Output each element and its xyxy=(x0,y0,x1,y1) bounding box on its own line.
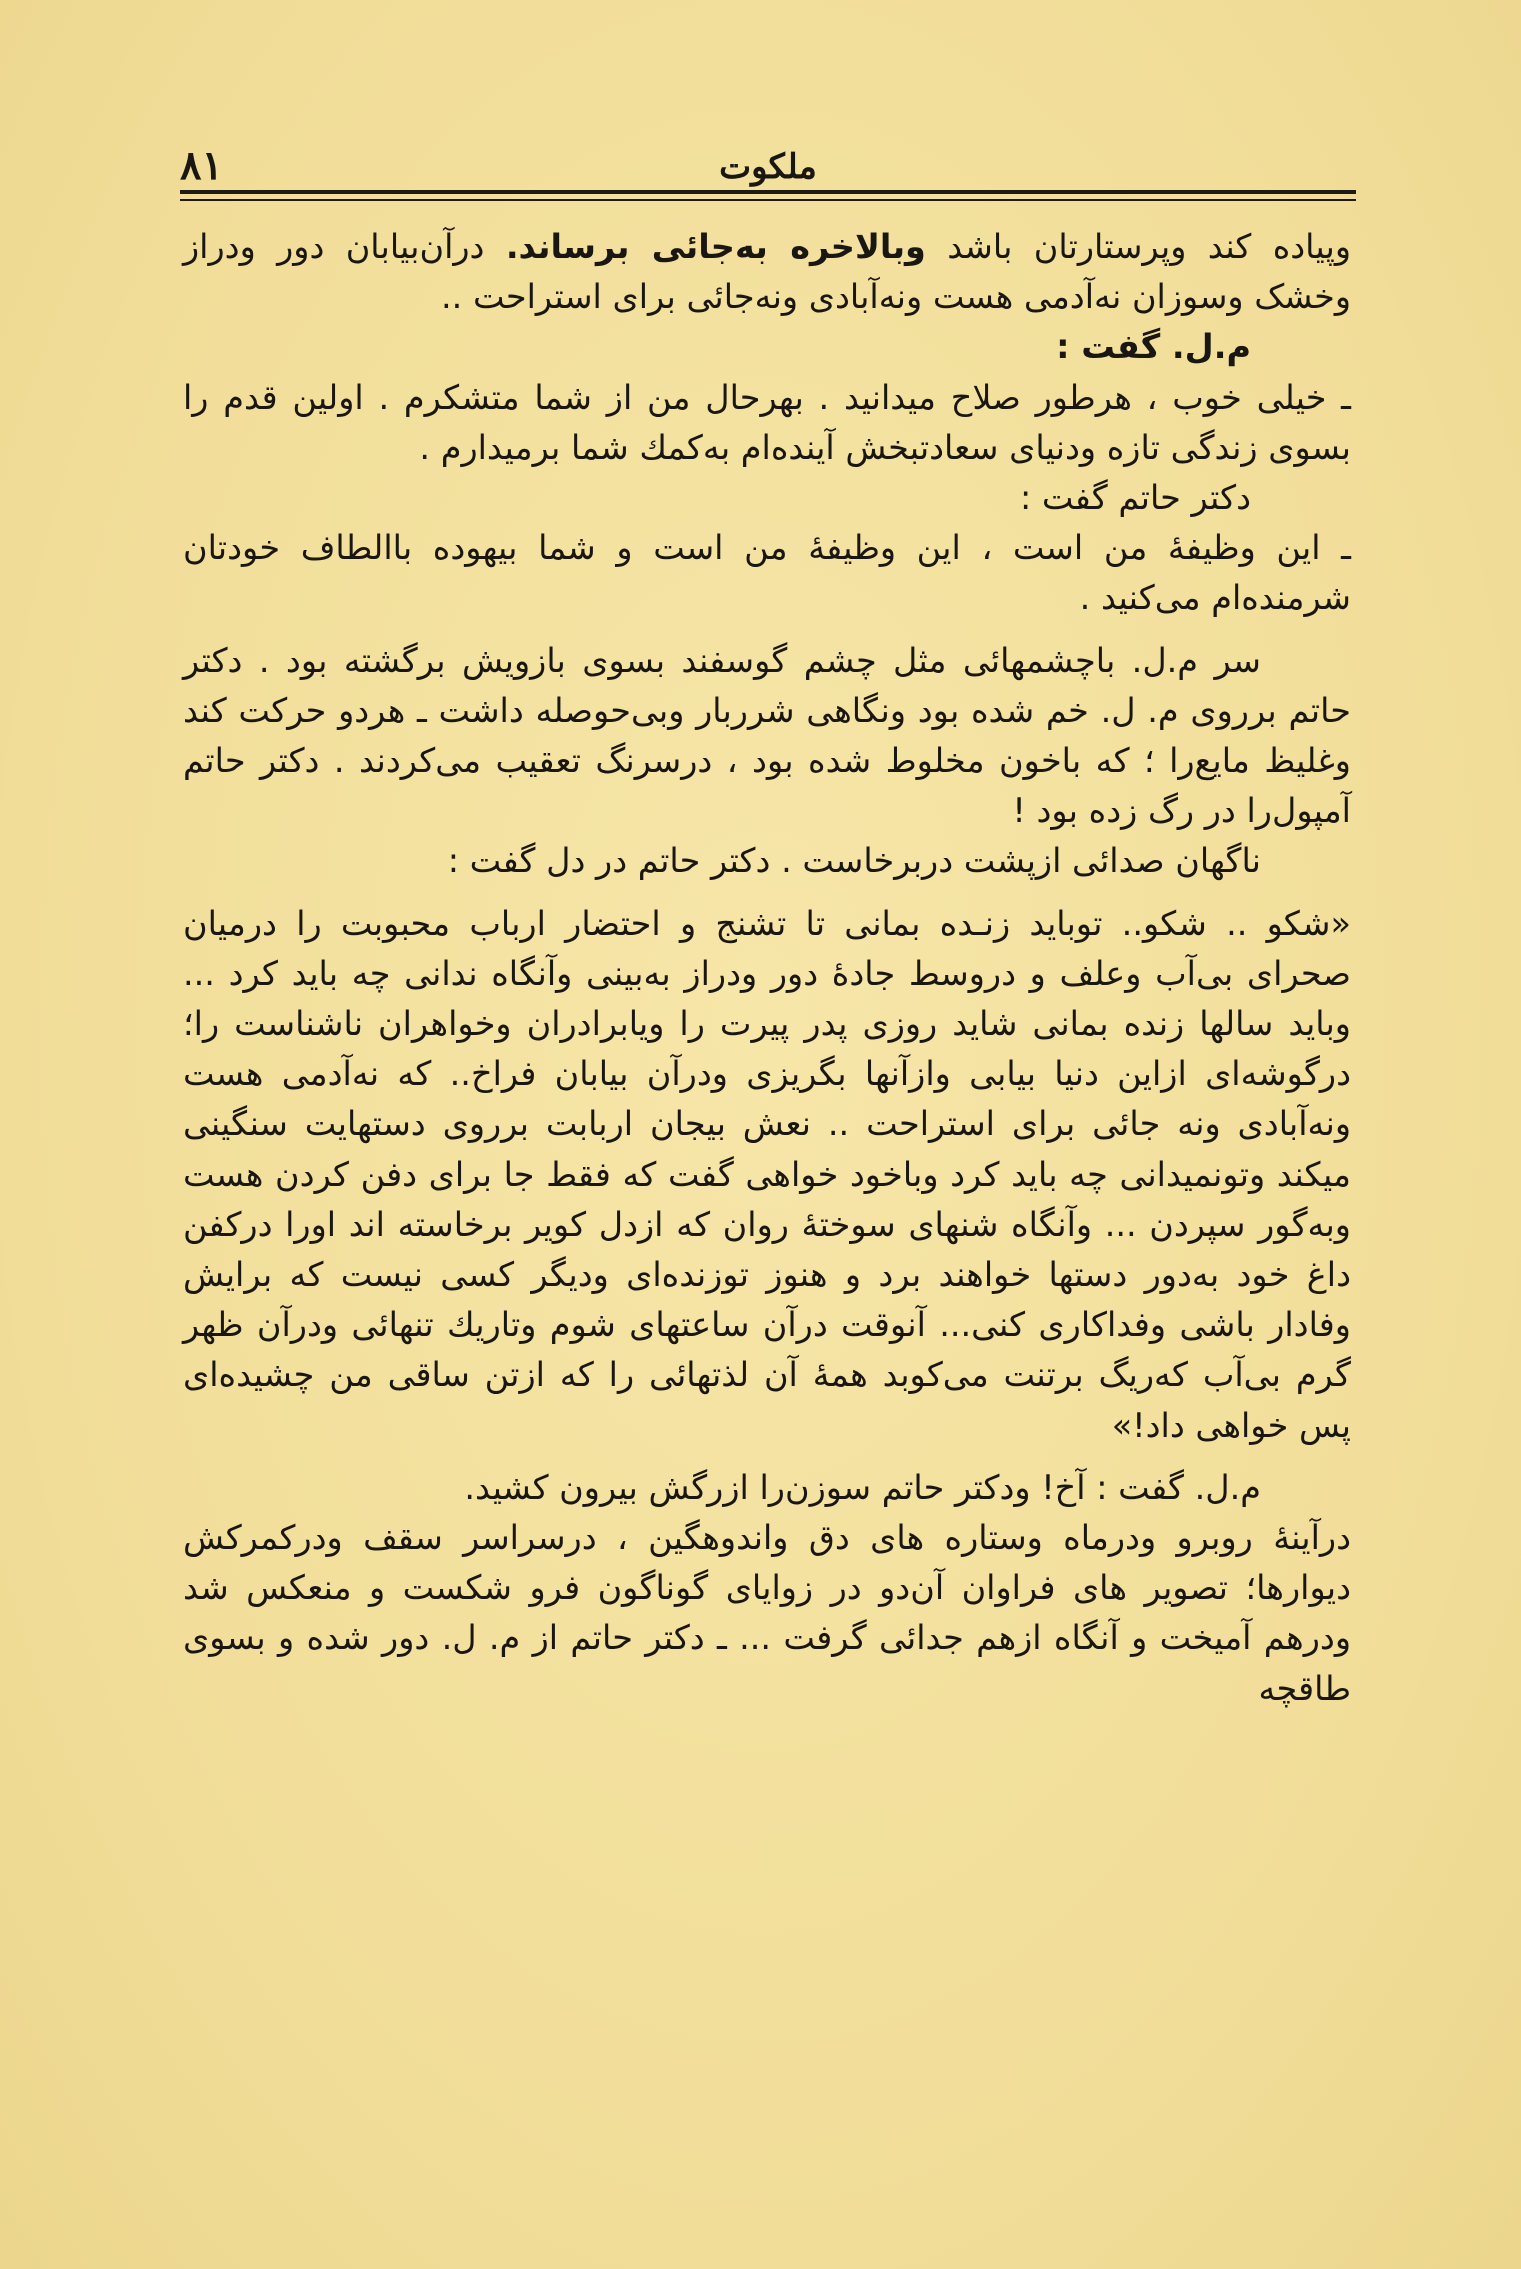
journal-title: ملکوت xyxy=(719,147,817,187)
paragraph: ناگهان صدائی ازپشت دربرخاست . دکتر حاتم در دل گفت : xyxy=(447,841,1261,881)
paragraph-gap xyxy=(183,1451,1351,1463)
quoted-paragraph: «شکو .. شکو.. توباید زنـده بمانی تا تشنج و احتضار ارباب محبوبت را درمیان صحرای بی‌آب وعلف و دروسط جادهٔ دور ودراز به‌بینی وآنگاه ندانی چه باید کرد ... وباید سالها زنده بمانی شاید روزی پدر پیرت را ویابرادران وخواهران ناشناست را؛ درگوشه‌ای ازاین دنیا بیابی وازآنها بگریزی ودرآن بیابان فراخ.. که نه‌آدمی هست ونه‌آبادی ونه جائی برای استراحت .. نعش بیجان اربابت برروی دستهایت سنگینی میکند وتونمیدانی چه باید کرد وباخود خواهی گفت که فقط جا برای دفن کردن هست وبه‌گور سپردن ... وآنگاه شنهای سوختهٔ روان که ازدل کویر برخاسته اند اورا درکفن داغ خود به‌دور دستها خواهند برد و هنوز توزنده‌ای ودیگر کسی نیست که برایش وفادار باشی وفداکاری کنی... آنوقت درآن ساعتهای شوم وتاریك تنهائی ودرآن ظهر گرم بی‌آب که‌ریگ برتنت می‌کوبد همهٔ آن لذتهائی را که ازتن ساقی من چشیده‌ای پس خواهی داد!» xyxy=(183,903,1351,1445)
paragraph: ـ این وظیفهٔ من است ، این وظیفهٔ من است و شما بیهوده باالطاف خودتان شرمنده‌ام می‌کنید . xyxy=(183,528,1351,618)
paragraph-text: وپیاده کند وپرستارتان باشد xyxy=(925,227,1351,266)
speaker-line: م.ل. گفت : xyxy=(1056,327,1251,367)
header-rule-thick xyxy=(180,190,1356,194)
paragraph: سر م.ل. باچشمهائی مثل چشم گوسفند بسوی بازویش برگشته بود . دکتر حاتم برروی م. ل. خم شده بود ونگاهی شرربار وبی‌حوصله داشت ـ هردو حرکت کند وغلیظ مایع‌را ؛ که باخون مخلوط شده بود ، درسرنگ تعقیب می‌کردند . دکتر حاتم آمپول‌را در رگ زده بود ! xyxy=(183,640,1351,831)
speaker-line: دکتر حاتم گفت : xyxy=(1019,478,1251,518)
paragraph: درآینهٔ روبرو ودرماه وستاره های دق واندوهگین ، درسراسر سقف ودرکمرکش دیوارها؛ تصویر های فراوان آن‌دو در زوایای گوناگون فرو شکست و منعکس شد ودرهم آمیخت و آنگاه ازهم جدائی گرفت ... ـ دکتر حاتم از م. ل. دور شده و بسوی طاقچه xyxy=(183,1518,1351,1708)
body-text xyxy=(183,222,1351,1714)
paragraph-gap xyxy=(183,887,1351,899)
paragraph-text: درآن‌بیابان دور ودراز وخشک وسوزان نه‌آدمی هست ونه‌آبادی ونه‌جائی برای استراحت .. xyxy=(183,227,1351,317)
page-number: ۸۱ xyxy=(180,142,223,189)
paragraph: م.ل. گفت : آخ! ودکتر حاتم سوزن‌را ازرگش بیرون کشید. xyxy=(464,1467,1261,1507)
paragraph-gap xyxy=(183,624,1351,636)
bold-phrase: وبالاخره به‌جائی برساند. xyxy=(505,227,926,266)
header-rule-thin xyxy=(180,199,1356,201)
paragraph xyxy=(183,222,1351,322)
page-header xyxy=(180,138,1356,198)
paragraph: ـ خیلی خوب ، هرطور صلاح میدانید . بهرحال من از شما متشکرم . اولین قدم را بسوی زندگی تازه ودنیای سعادتبخش آینده‌ام به‌کمك شما برمیدارم . xyxy=(183,377,1351,467)
